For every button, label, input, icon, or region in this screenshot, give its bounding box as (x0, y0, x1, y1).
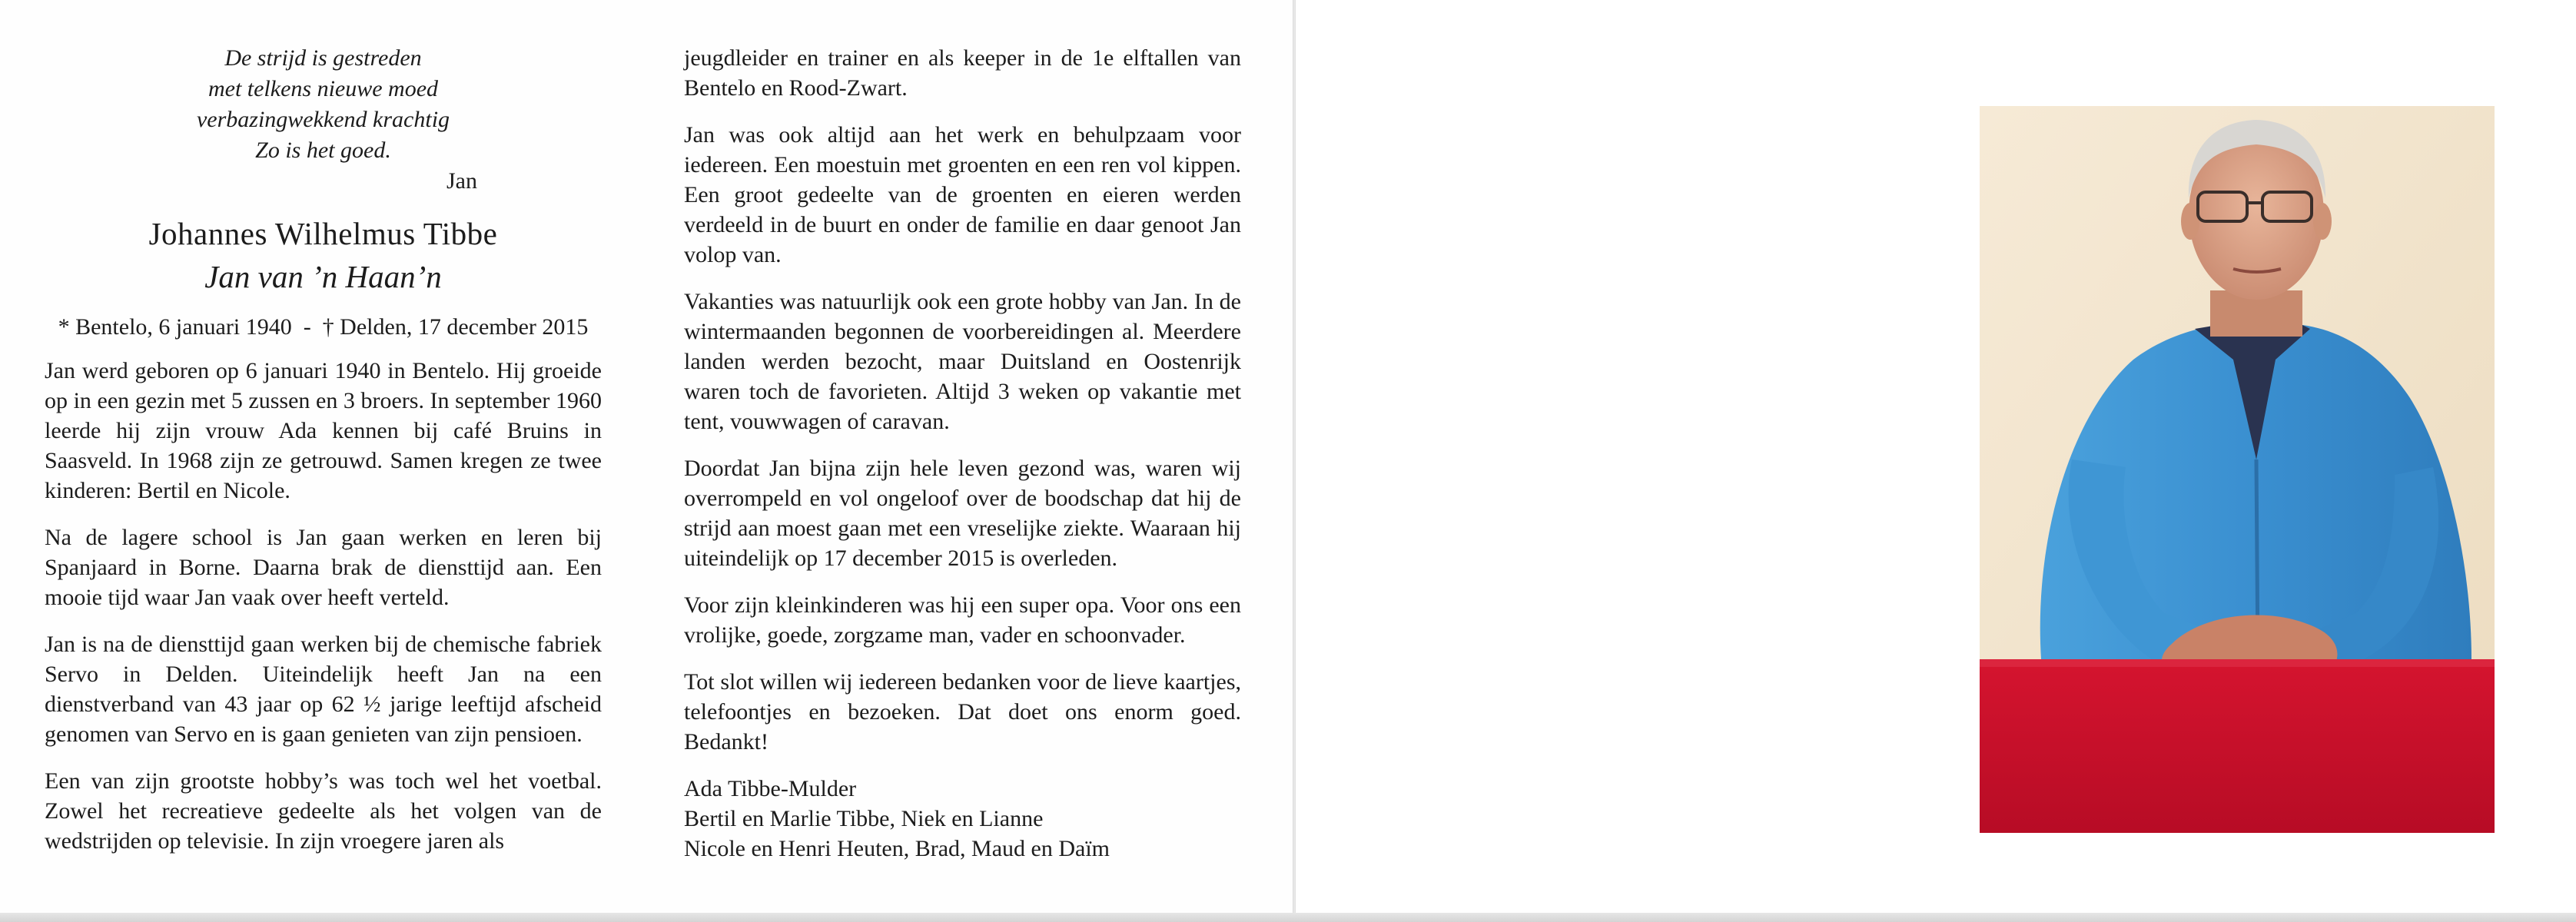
birth-death-dates: * Bentelo, 6 januari 1940 - † Delden, 17 december 2015 (58, 314, 589, 340)
poem-line: De strijd is gestreden (224, 45, 422, 71)
paragraph: jeugdleider en trainer en als keeper in de 1e elftallen van Bentelo en Rood-Zwart. (684, 45, 1241, 101)
red-table (1980, 659, 2495, 833)
paragraph: Na de lagere school is Jan gaan werken en leren bij Spanjaard in Borne. Daarna brak de diensttijd aan. Een mooie tijd waar Jan vaak over heeft verteld. (45, 525, 602, 610)
paragraph: Vakanties was natuurlijk ook een grote hobby van Jan. In de wintermaanden begonnen de voorbereidingen al. Meerdere landen werden bezocht, maar Duitsland en Oostenrijk waren toch de favorieten. Altijd 3 weken op vakantie met tent, vouwwagen of caravan. (684, 289, 1241, 434)
paragraph: Jan was ook altijd aan het werk en behulpzaam voor iedereen. Een moestuin met groenten en een ren vol kippen. Een groot gedeelte van de groenten en eieren werden verdeeld in de buurt en onder de familie en daar genoot Jan volop van. (684, 122, 1241, 267)
signer: Nicole en Henri Heuten, Brad, Maud en Daïm (684, 836, 1110, 861)
deceased-nickname: Jan van ’n Haan’n (204, 259, 442, 294)
paragraph: Een van zijn grootste hobby’s was toch wel het voetbal. Zowel het recreatieve gedeelte als het volgen van de wedstrijden op televisie. In zijn vroegere jaren als (45, 768, 602, 854)
ear-right (2313, 203, 2332, 240)
poem-line: Zo is het goed. (255, 138, 391, 163)
poem-line: met telkens nieuwe moed (207, 76, 439, 101)
poem-line: verbazingwekkend krachtig (196, 107, 450, 132)
paragraph: Voor zijn kleinkinderen was hij een super opa. Voor ons een vrolijke, goede, zorgzame man, vader en schoonvader. (684, 592, 1241, 648)
table-highlight (1980, 659, 2495, 667)
signers-list (684, 774, 1241, 864)
paragraph: Jan is na de diensttijd gaan werken bij de chemische fabriek Servo in Delden. Uiteindelijk heeft Jan na een dienstverband van 43 jaar op 62 ½ jarige leeftijd afscheid genomen van Servo en is gaan genieten van zijn pensioen. (45, 632, 602, 747)
poem (45, 43, 602, 197)
paragraph: Tot slot willen wij iedereen bedanken voor de lieve kaartjes, telefoontjes en bezoeken. Dat doet ons enorm goed. Bedankt! (684, 669, 1241, 755)
paragraph: Doordat Jan bijna zijn hele leven gezond was, waren wij overrompeld en vol ongeloof over de boodschap dat hij de strijd aan moest gaan met een vreselijke ziekte. Waaraan hij uiteindelijk op 17 december 2015 is overleden. (684, 456, 1241, 571)
name-block (45, 212, 602, 298)
text-column-left (45, 0, 602, 873)
text-column-right (684, 0, 1241, 864)
signer: Bertil en Marlie Tibbe, Niek en Lianne (684, 806, 1044, 831)
poem-signature: Jan (446, 168, 477, 194)
portrait-photo (1980, 106, 2495, 833)
paragraph: Jan werd geboren op 6 januari 1940 in Bentelo. Hij groeide op in een gezin met 5 zussen en 3 broers. In september 1960 leerde hij zijn vrouw Ada kennen bij café Bruins in Saasveld. In 1968 zijn ze getrouwd. Samen kregen ze twee kinderen: Bertil en Nicole. (45, 358, 602, 503)
card-bottom-edge (0, 913, 2576, 922)
signer: Ada Tibbe-Mulder (684, 776, 857, 801)
deceased-full-name: Johannes Wilhelmus Tibbe (148, 216, 498, 251)
